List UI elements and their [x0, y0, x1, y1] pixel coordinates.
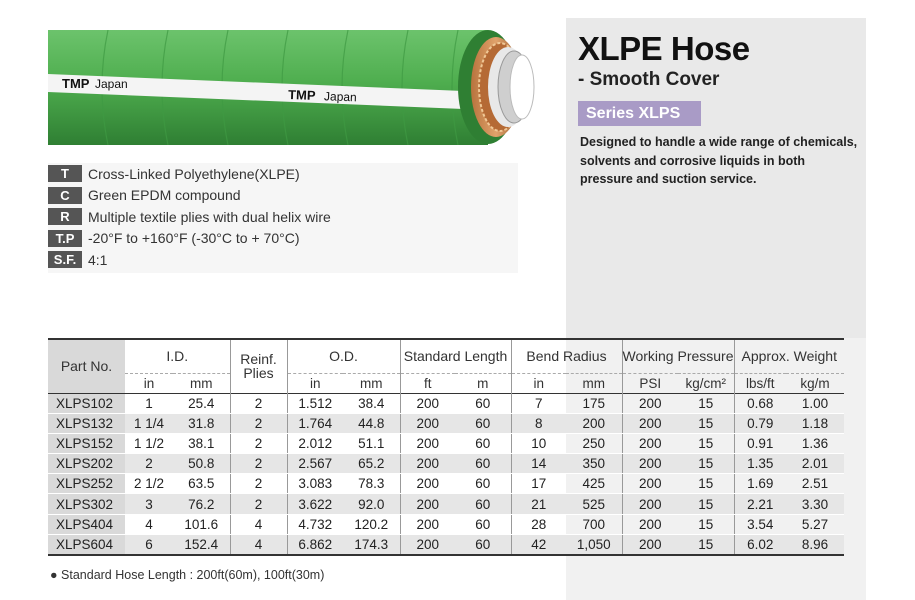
table-cell: 60 — [455, 413, 511, 433]
col-part-no: Part No. — [48, 339, 125, 393]
table-cell: 1 1/4 — [125, 413, 173, 433]
table-cell: 4 — [125, 514, 173, 534]
spec-text: 4:1 — [88, 251, 108, 268]
table-cell: 425 — [566, 474, 622, 494]
table-cell: 1.00 — [786, 393, 844, 413]
table-cell: 78.3 — [343, 474, 400, 494]
table-cell: 200 — [622, 494, 678, 514]
table-cell: 152.4 — [173, 534, 230, 554]
table-cell: 76.2 — [173, 494, 230, 514]
table-row — [48, 433, 844, 453]
table-cell: 15 — [678, 433, 734, 453]
hose-image — [48, 30, 548, 145]
part-number-cell: XLPS132 — [48, 413, 125, 433]
part-number-cell: XLPS252 — [48, 474, 125, 494]
spec-row-reinforcement — [48, 206, 518, 228]
unit-bend-in: in — [511, 373, 566, 393]
spec-tag: T — [48, 165, 82, 182]
table-row — [48, 413, 844, 433]
table-row — [48, 474, 844, 494]
spec-row-safety-factor — [48, 249, 518, 271]
table-cell: 60 — [455, 393, 511, 413]
brand-label-left — [62, 76, 128, 91]
table-cell: 60 — [455, 514, 511, 534]
table-cell: 25.4 — [173, 393, 230, 413]
table-cell: 5.27 — [786, 514, 844, 534]
table-cell: 101.6 — [173, 514, 230, 534]
table-cell: 15 — [678, 393, 734, 413]
table-cell: 200 — [622, 534, 678, 554]
table-cell: 250 — [566, 433, 622, 453]
table-cell: 14 — [511, 454, 566, 474]
page-subtitle: - Smooth Cover — [578, 69, 720, 90]
col-bend-radius: Bend Radius — [511, 339, 622, 373]
table-cell: 174.3 — [343, 534, 400, 554]
table-cell: 1.36 — [786, 433, 844, 453]
table-cell: 60 — [455, 474, 511, 494]
col-id: I.D. — [125, 339, 230, 373]
table-cell: 31.8 — [173, 413, 230, 433]
table-row — [48, 514, 844, 534]
unit-kgcm2: kg/cm² — [678, 373, 734, 393]
table-cell: 350 — [566, 454, 622, 474]
table-cell: 7 — [511, 393, 566, 413]
table-cell: 8 — [511, 413, 566, 433]
spec-text: Multiple textile plies with dual helix wire — [88, 208, 331, 225]
table-cell: 6 — [125, 534, 173, 554]
table-cell: 2 — [230, 393, 287, 413]
series-badge: Series XLPS — [578, 101, 701, 126]
table-cell: 63.5 — [173, 474, 230, 494]
table-cell: 8.96 — [786, 534, 844, 554]
footnote: ● Standard Hose Length : 200ft(60m), 100ft(30m) — [50, 568, 325, 582]
unit-psi: PSI — [622, 373, 678, 393]
table-cell: 10 — [511, 433, 566, 453]
table-cell: 200 — [400, 494, 455, 514]
table-cell: 2.012 — [287, 433, 343, 453]
table-cell: 50.8 — [173, 454, 230, 474]
unit-lbs-ft: lbs/ft — [734, 373, 786, 393]
table-cell: 2.01 — [786, 454, 844, 474]
table-cell: 21 — [511, 494, 566, 514]
table-cell: 200 — [622, 474, 678, 494]
table-cell: 200 — [400, 413, 455, 433]
table-cell: 1 1/2 — [125, 433, 173, 453]
table-cell: 3.083 — [287, 474, 343, 494]
table-cell: 3.622 — [287, 494, 343, 514]
spec-row-cover — [48, 185, 518, 207]
table-cell: 6.02 — [734, 534, 786, 554]
table-cell: 2 — [125, 454, 173, 474]
spec-tag: R — [48, 208, 82, 225]
table-cell: 3 — [125, 494, 173, 514]
part-number-cell: XLPS202 — [48, 454, 125, 474]
table-cell: 200 — [400, 534, 455, 554]
table-cell: 1.69 — [734, 474, 786, 494]
table-row — [48, 393, 844, 413]
table-cell: 1,050 — [566, 534, 622, 554]
spec-row-tube — [48, 163, 518, 185]
spec-text: Cross-Linked Polyethylene(XLPE) — [88, 165, 300, 182]
table-cell: 3.54 — [734, 514, 786, 534]
table-cell: 200 — [622, 413, 678, 433]
table-cell: 200 — [400, 393, 455, 413]
table-cell: 51.1 — [343, 433, 400, 453]
table-cell: 2 — [230, 494, 287, 514]
part-number-cell: XLPS604 — [48, 534, 125, 554]
spec-list — [48, 163, 518, 273]
table-cell: 42 — [511, 534, 566, 554]
part-number-cell: XLPS404 — [48, 514, 125, 534]
table-cell: 60 — [455, 433, 511, 453]
table-cell: 2 — [230, 413, 287, 433]
table-cell: 200 — [400, 454, 455, 474]
table-cell: 200 — [622, 514, 678, 534]
brand-suffix: Japan — [323, 89, 357, 105]
table-cell: 2.51 — [786, 474, 844, 494]
part-number-cell: XLPS152 — [48, 433, 125, 453]
table-cell: 1.764 — [287, 413, 343, 433]
table-cell: 15 — [678, 514, 734, 534]
brand-name: TMP — [62, 76, 90, 91]
table-cell: 15 — [678, 454, 734, 474]
unit-od-mm: mm — [343, 373, 400, 393]
table-cell: 120.2 — [343, 514, 400, 534]
col-working-pressure: Working Pressure — [622, 339, 734, 373]
product-description: Designed to handle a wide range of chemicals, solvents and corrosive liquids in both pressure and suction service. — [580, 135, 858, 186]
table-cell: 65.2 — [343, 454, 400, 474]
table-cell: 1.512 — [287, 393, 343, 413]
table-cell: 60 — [455, 494, 511, 514]
table-cell: 2 — [230, 454, 287, 474]
spec-tag: C — [48, 187, 82, 204]
table-cell: 0.68 — [734, 393, 786, 413]
unit-id-in: in — [125, 373, 173, 393]
unit-od-in: in — [287, 373, 343, 393]
unit-length-m: m — [455, 373, 511, 393]
table-cell: 2 1/2 — [125, 474, 173, 494]
table-cell: 200 — [622, 433, 678, 453]
spec-row-temperature — [48, 228, 518, 250]
table-cell: 0.79 — [734, 413, 786, 433]
spec-table — [48, 338, 844, 556]
table-cell: 1.35 — [734, 454, 786, 474]
table-row — [48, 454, 844, 474]
table-cell: 175 — [566, 393, 622, 413]
page-title: XLPE Hose — [578, 30, 750, 67]
col-approx-weight: Approx. Weight — [741, 348, 837, 365]
table-cell: 525 — [566, 494, 622, 514]
unit-kg-m: kg/m — [786, 373, 844, 393]
table-cell: 15 — [678, 494, 734, 514]
col-standard-length: Standard Length — [400, 339, 511, 373]
table-cell: 200 — [400, 474, 455, 494]
table-cell: 92.0 — [343, 494, 400, 514]
part-number-cell: XLPS302 — [48, 494, 125, 514]
table-cell: 6.862 — [287, 534, 343, 554]
table-cell: 1.18 — [786, 413, 844, 433]
spec-text: Green EPDM compound — [88, 187, 241, 204]
spec-tag: T.P — [48, 230, 82, 247]
part-number-cell: XLPS102 — [48, 393, 125, 413]
col-reinf-plies: Reinf. Plies — [230, 339, 287, 393]
table-cell: 4.732 — [287, 514, 343, 534]
unit-length-ft: ft — [400, 373, 455, 393]
table-cell: 17 — [511, 474, 566, 494]
table-cell: 44.8 — [343, 413, 400, 433]
col-od: O.D. — [287, 339, 400, 373]
table-cell: 200 — [622, 393, 678, 413]
spec-text: -20°F to +160°F (-30°C to + 70°C) — [88, 230, 300, 247]
table-cell: 15 — [678, 474, 734, 494]
table-cell: 28 — [511, 514, 566, 534]
spec-tag: S.F. — [48, 251, 82, 268]
table-cell: 200 — [400, 433, 455, 453]
table-cell: 200 — [400, 514, 455, 534]
table-cell: 2.567 — [287, 454, 343, 474]
table-header — [48, 339, 844, 393]
table-cell: 38.1 — [173, 433, 230, 453]
table-cell: 60 — [455, 454, 511, 474]
table-cell: 200 — [566, 413, 622, 433]
table-cell: 2 — [230, 433, 287, 453]
table-row — [48, 534, 844, 554]
table-cell: 4 — [230, 514, 287, 534]
table-cell: 700 — [566, 514, 622, 534]
table-cell: 38.4 — [343, 393, 400, 413]
unit-id-mm: mm — [173, 373, 230, 393]
table-cell: 4 — [230, 534, 287, 554]
table-cell: 0.91 — [734, 433, 786, 453]
table-cell: 15 — [678, 534, 734, 554]
brand-suffix: Japan — [95, 77, 128, 91]
table-cell: 2.21 — [734, 494, 786, 514]
table-cell: 2 — [230, 474, 287, 494]
table-cell: 60 — [455, 534, 511, 554]
table-row — [48, 494, 844, 514]
table-cell: 1 — [125, 393, 173, 413]
table-cell: 15 — [678, 413, 734, 433]
table-cell: 200 — [622, 454, 678, 474]
brand-name: TMP — [287, 86, 316, 103]
unit-bend-mm: mm — [566, 373, 622, 393]
table-cell: 3.30 — [786, 494, 844, 514]
table-body — [48, 393, 844, 555]
